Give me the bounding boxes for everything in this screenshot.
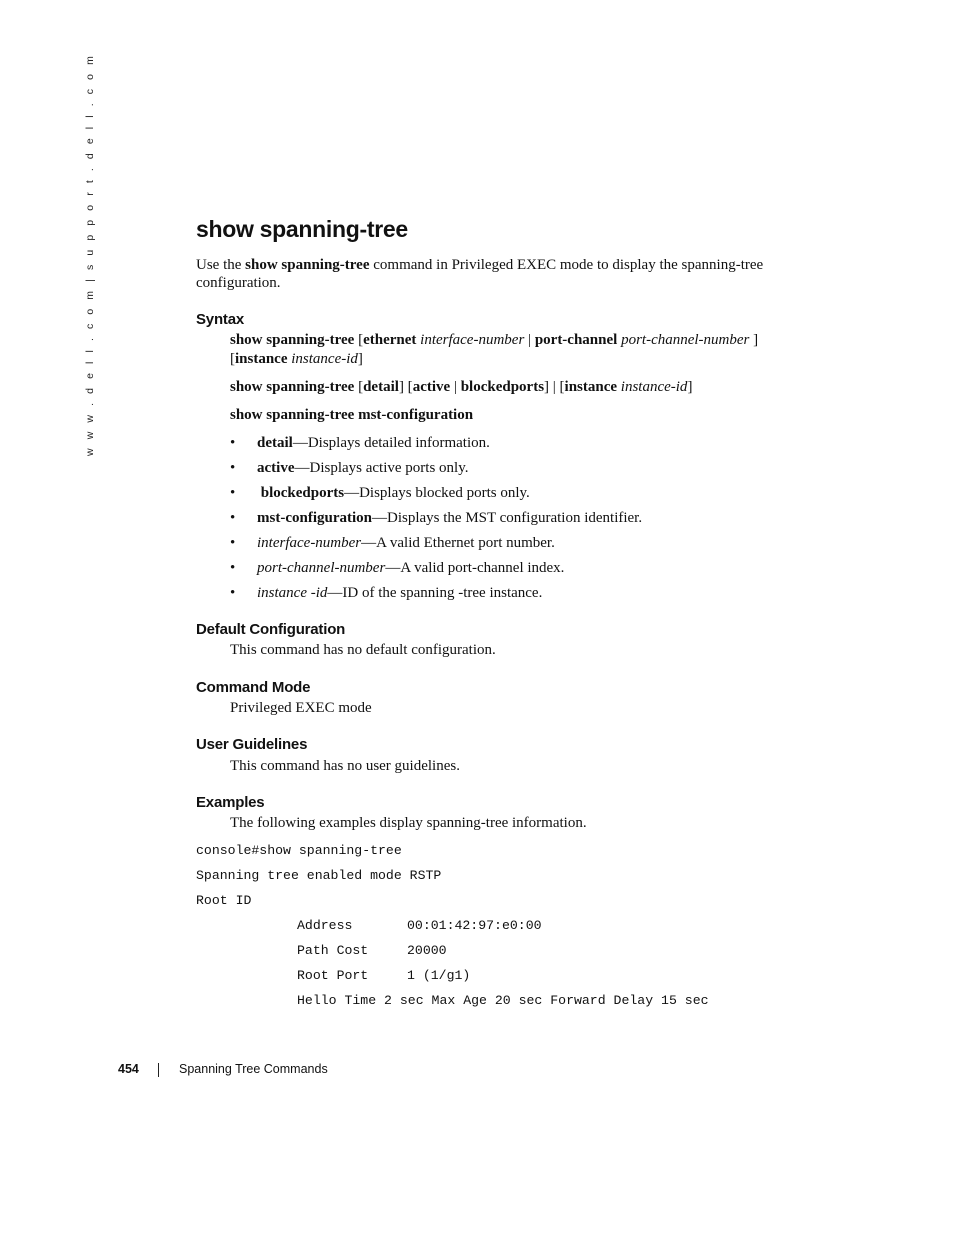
syntax-line-1b (230, 350, 363, 368)
default-config-text: This command has no default configuration. (230, 642, 496, 658)
syntax-text: ] | [ (544, 379, 565, 395)
bullet-term: interface-number (257, 535, 362, 551)
syntax-text: ] [ (398, 379, 413, 395)
intro-command: show spanning-tree (245, 257, 370, 273)
command-mode-text: Privileged EXEC mode (230, 700, 372, 716)
intro-text-2: command in Privileged EXEC mode to display the spanning-tree configuration. (196, 257, 764, 291)
intro-text-1: Use the (196, 257, 246, 273)
code-line: Spanning tree enabled mode RSTP (196, 868, 442, 883)
bullet-marker: • (230, 560, 236, 576)
syntax-text: ] (357, 351, 363, 367)
code-value: 20000 (407, 943, 447, 958)
syntax-text: [ (354, 332, 364, 348)
syntax-heading: Syntax (196, 311, 244, 328)
bullet-marker: • (230, 535, 236, 551)
intro-paragraph (196, 256, 796, 292)
bullet-desc: —Displays active ports only. (294, 460, 469, 476)
syntax-keyword: detail (363, 379, 399, 395)
bullet-term: port-channel-number (257, 560, 386, 576)
command-mode-heading: Command Mode (196, 679, 311, 696)
bullet-desc: —Displays blocked ports only. (344, 485, 530, 501)
code-label: Root Port (297, 968, 369, 983)
code-line: Root ID (196, 893, 252, 908)
syntax-param: instance-id (291, 351, 358, 367)
bullet-term: active (257, 460, 295, 476)
bullet-desc: —Displays the MST configuration identifier. (372, 510, 643, 526)
page-number: 454 (118, 1062, 139, 1076)
footer-section-title: Spanning Tree Commands (179, 1062, 328, 1076)
code-label: Address (297, 918, 353, 933)
page-title: show spanning-tree (196, 216, 408, 242)
code-line: console#show spanning-tree (196, 843, 402, 858)
bullet-term: instance -id (257, 585, 328, 601)
examples-text: The following examples display spanning-tree information. (230, 815, 587, 831)
syntax-line-3 (230, 406, 473, 424)
syntax-keyword: instance (235, 351, 288, 367)
syntax-cmd: show spanning-tree mst-configuration (230, 407, 474, 423)
bullet-term: blockedports (257, 485, 345, 501)
syntax-cmd: show spanning-tree (230, 379, 355, 395)
syntax-line-1 (230, 331, 758, 349)
syntax-text: ] (687, 379, 693, 395)
footer-divider (158, 1063, 159, 1077)
code-value: 1 (1/g1) (407, 968, 471, 983)
user-guidelines-text: This command has no user guidelines. (230, 758, 460, 774)
bullet-term: mst-configuration (257, 510, 372, 526)
bullet-desc: —ID of the spanning -tree instance. (327, 585, 543, 601)
syntax-keyword: blockedports (460, 379, 545, 395)
bullet-marker: • (230, 460, 236, 476)
syntax-text: [ (230, 351, 235, 367)
syntax-text: | (524, 332, 535, 348)
user-guidelines-heading: User Guidelines (196, 736, 308, 753)
syntax-keyword: ethernet (363, 332, 417, 348)
code-line: Hello Time 2 sec Max Age 20 sec Forward Delay 15 sec (297, 993, 709, 1008)
bullet-term: detail (257, 435, 293, 451)
syntax-keyword: active (412, 379, 451, 395)
syntax-param: port-channel-number (621, 332, 750, 348)
syntax-param: instance-id (620, 379, 688, 395)
syntax-keyword: port-channel (534, 332, 618, 348)
syntax-text: [ (354, 379, 364, 395)
syntax-cmd: show spanning-tree (230, 332, 355, 348)
side-url: w w w . d e l l . c o m | s u p p o r t . d e l l . c o m (84, 53, 96, 456)
syntax-text: | (450, 379, 461, 395)
default-config-heading: Default Configuration (196, 621, 346, 638)
bullet-marker: • (230, 485, 236, 501)
bullet-desc: —Displays detailed information. (292, 435, 490, 451)
syntax-line-2 (230, 378, 692, 396)
bullet-marker: • (230, 510, 236, 526)
syntax-param: interface-number (420, 332, 525, 348)
code-value: 00:01:42:97:e0:00 (407, 918, 542, 933)
bullet-marker: • (230, 435, 236, 451)
syntax-keyword: instance (564, 379, 618, 395)
bullet-desc: —A valid Ethernet port number. (361, 535, 555, 551)
bullet-desc: —A valid port-channel index. (385, 560, 565, 576)
examples-heading: Examples (196, 794, 265, 811)
code-label: Path Cost (297, 943, 369, 958)
bullet-marker: • (230, 585, 236, 601)
syntax-text: ] (749, 332, 759, 348)
